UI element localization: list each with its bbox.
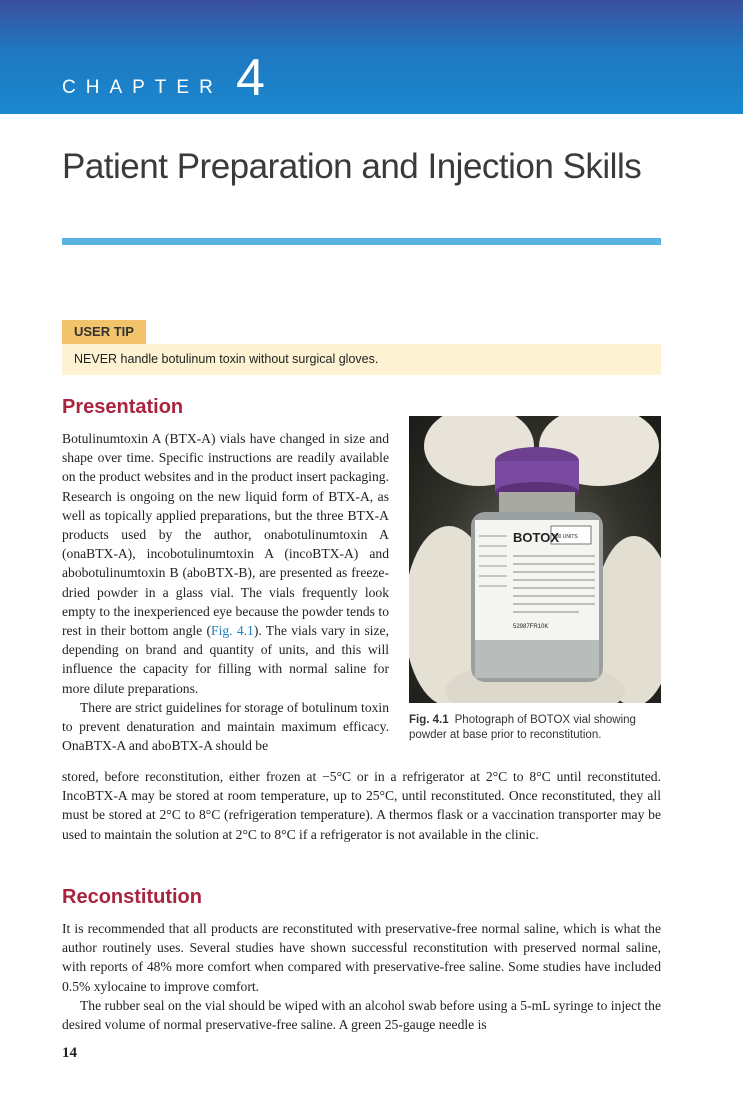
presentation-paragraph-2-start: There are strict guidelines for storage of botulinum toxin to prevent denaturation and maintain maximum efficacy. OnaBTX-A and aboBTX-A should be — [62, 699, 389, 754]
user-tip-box — [62, 344, 661, 375]
user-tip-label: USER TIP — [62, 320, 146, 344]
chapter-number: 4 — [236, 49, 265, 107]
vial-brand-text: BOTOX — [513, 530, 559, 545]
vial-code-text: 52987FR10K — [513, 624, 549, 630]
figure-reference-link[interactable]: Fig. 4.1 — [211, 623, 254, 639]
presentation-column-text — [62, 429, 389, 755]
figure-label: Fig. 4.1 — [409, 714, 449, 726]
section-heading-presentation: Presentation — [62, 396, 184, 418]
reconstitution-paragraph-2: The rubber seal on the vial should be wiped with an alcohol swab before using a 5-mL syringe to inject the desired volume of normal preservative-free saline. A green 25-gauge needle is — [62, 997, 661, 1033]
chapter-banner — [0, 0, 743, 114]
vial-illustration — [409, 416, 661, 703]
figure-caption-text: Photograph of BOTOX vial showing powder at base prior to reconstitution. — [409, 714, 636, 741]
chapter-label: CHAPTER — [62, 77, 223, 98]
title-rule — [62, 238, 661, 245]
presentation-paragraph-1: Botulinumtoxin A (BTX-A) vials have changed in size and shape over time. Specific instructions are readily available on the product websites and in the product insert packaging. Research is ongoing on the new liquid form of BTX-A, as well as topically applied preparations, but the three BTX-A products used by the author, onabotulinumtoxin A (onaBTX-A), incobotulinumtoxin A (incoBTX-A) and abobotulinumtoxin B (aboBTX-B), are presented as freeze-dried powder in a glass vial. The vials frequently look empty to the inexperienced eye because the powder tends to rest in their bottom angle (Fig. 4.1). The vials vary in size, depending on brand and quantity of units, and this will influence the capacity for filling with normal saline for more dilute preparations. — [62, 431, 389, 696]
presentation-paragraph-2-continued: stored, before reconstitution, either frozen at −5°C or in a refrigerator at 2°C to 8°C until reconstituted. IncoBTX-A may be stored at room temperature, up to 25°C, until reconstituted. Once reconstituted, they all must be stored at 2°C to 8°C (refrigeration temperature). A thermos flask or a vaccination transporter may be used to maintain the solution at 2°C to 8°C if a refrigerator is not available in the clinic. — [62, 769, 661, 842]
page-number: 14 — [62, 1045, 77, 1061]
figure-caption — [409, 713, 661, 743]
vial-units-text: 100 UNITS — [553, 534, 578, 540]
page-title: Patient Preparation and Injection Skills — [62, 147, 642, 186]
reconstitution-paragraph-1: It is recommended that all products are reconstituted with preservative-free normal saline, which is what the author routinely uses. Several studies have shown successful reconstitution with preserved normal saline, with reports of 48% more comfort when compared with preservative-free saline. Some studies have included 0.5% xylocaine to improve comfort. — [62, 921, 661, 994]
user-tip-text: NEVER handle botulinum toxin without surgical gloves. — [74, 352, 379, 366]
figure-photo-botox-vial — [409, 416, 661, 703]
reconstitution-text — [62, 919, 661, 1034]
section-heading-reconstitution: Reconstitution — [62, 886, 202, 908]
